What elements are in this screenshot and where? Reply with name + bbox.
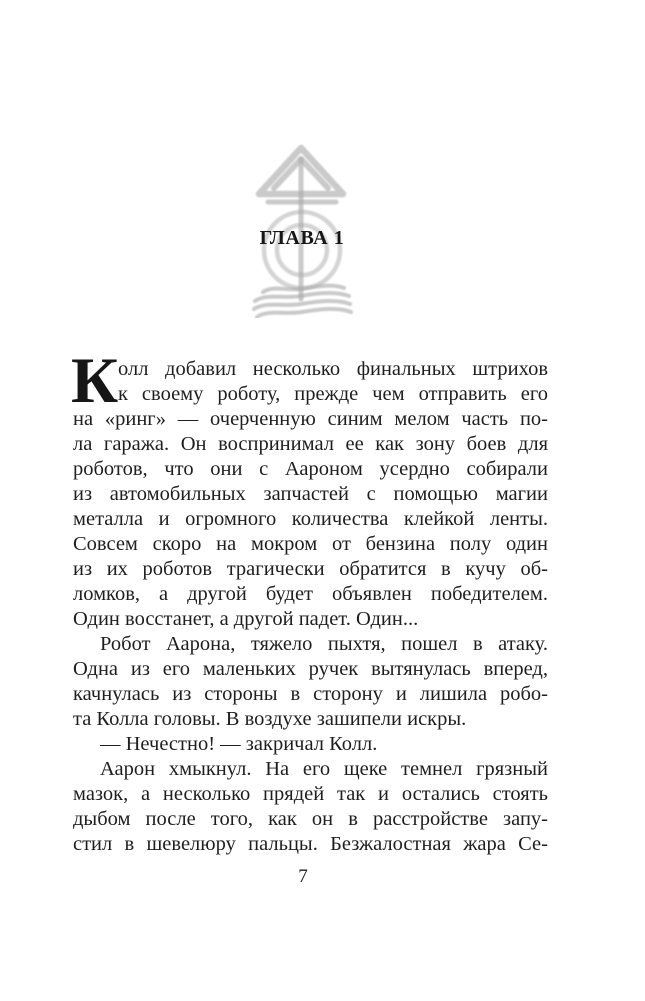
text-line: Совсем скоро на мокром от бензина полу один: [73, 533, 548, 555]
text-line: Один восстанет, а другой падет. Один...: [73, 608, 419, 630]
text-line: дыбом после того, как он в расстройстве запу-: [73, 808, 548, 830]
page-number: 7: [298, 866, 308, 887]
text-line: ломков, а другой будет объявлен победителем.: [73, 583, 548, 605]
paragraph: [73, 632, 548, 732]
text-line: металла и огромного количества клейкой ленты.: [73, 508, 548, 530]
text-line: Одна из его маленьких ручек вытянулась вперед,: [73, 658, 548, 680]
text-line: — Нечестно! — закричал Колл.: [100, 733, 378, 755]
text-line: на «ринг» — очерченную синим мелом часть по-: [73, 408, 548, 430]
text-line: мазок, а несколько прядей так и остались стоять: [73, 783, 548, 805]
text-line: роботов, что они с Аароном усердно собирали: [73, 458, 548, 480]
paragraph: [71, 345, 548, 632]
chapter-body: [71, 345, 548, 857]
paragraph: [73, 732, 548, 757]
text-line: Робот Аарона, тяжело пыхтя, пошел в атаку.: [100, 633, 548, 655]
text-line: к своему роботу, прежде чем отправить его: [118, 383, 548, 405]
text-line: из автомобильных запчастей с помощью магии: [73, 483, 548, 505]
text-line: олл добавил несколько финальных штрихов: [118, 358, 548, 380]
paragraph: [73, 757, 548, 857]
text-line: из их роботов трагически обратится в кучу об-: [73, 558, 548, 580]
text-line: качнулась из стороны в сторону и лишила робо-: [73, 683, 548, 705]
drop-cap: К: [71, 345, 119, 417]
text-line: ла гаража. Он воспринимал ее как зону боев для: [73, 433, 548, 455]
text-line: стил в шевелюру пальцы. Безжалостная жара Се-: [73, 833, 548, 855]
text-line: та Колла головы. В воздухе зашипели искры.: [73, 708, 467, 730]
chapter-heading: ГЛАВА 1: [259, 227, 345, 249]
text-line: Аарон хмыкнул. На его щеке темнел грязный: [100, 758, 548, 780]
